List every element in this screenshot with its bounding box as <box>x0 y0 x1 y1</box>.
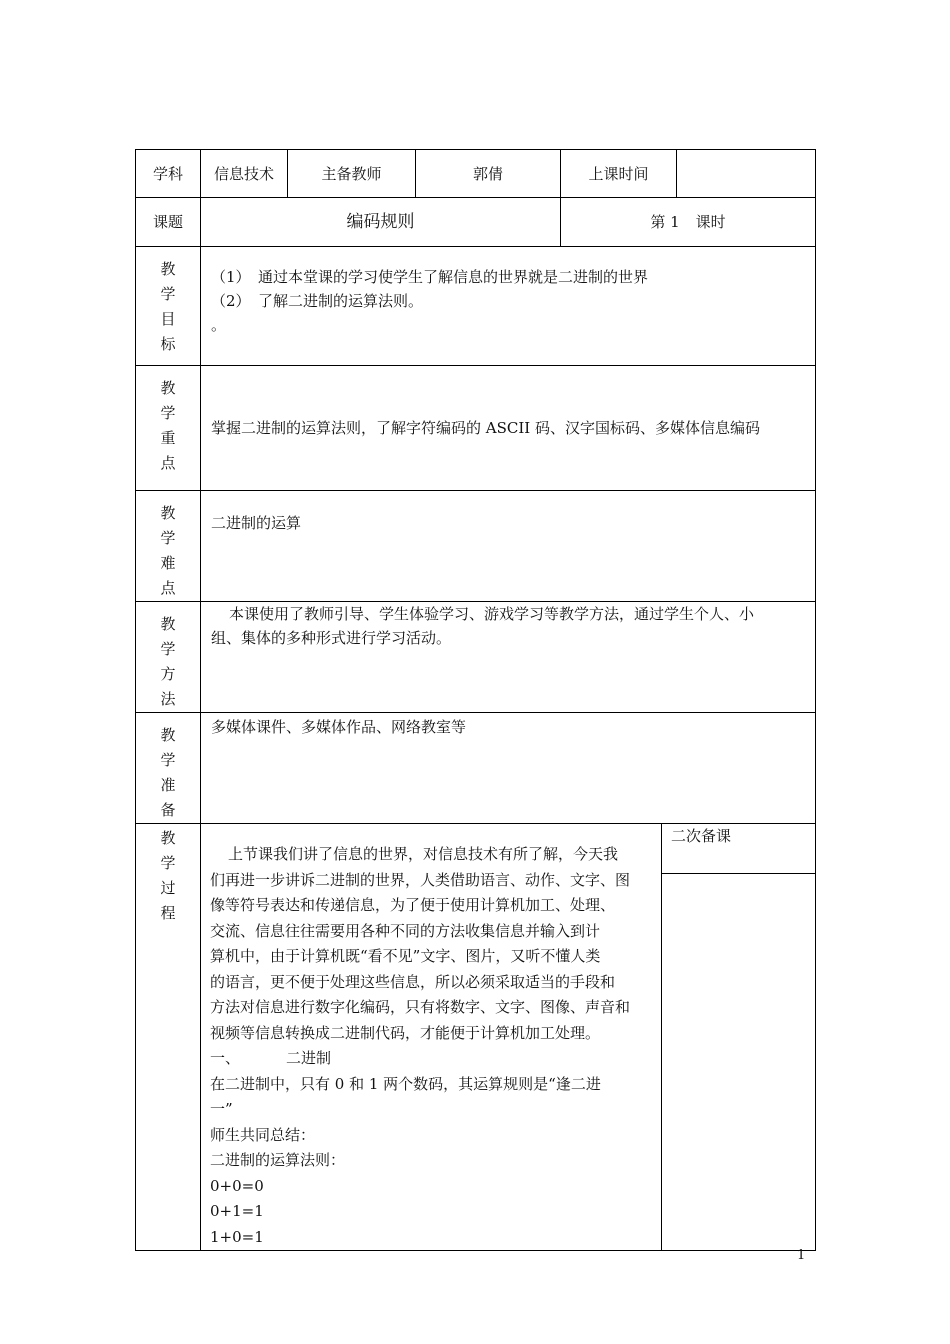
rule-line: 在二进制中，只有 0 和 1 两个数码，其运算规则是“逢二进 <box>210 1074 601 1093</box>
methods-label: 教 学 方 法 <box>136 602 201 713</box>
key-points-row <box>136 366 816 491</box>
topic-row <box>136 198 816 247</box>
rules-title: 二进制的运算法则： <box>210 1151 346 1169</box>
time-label: 上课时间 <box>561 150 677 198</box>
heading-text: 二进制 <box>286 1049 332 1067</box>
header-row <box>136 150 816 198</box>
process-line: 们再进一步讲诉二进制的世界，人类借助语言、动作、文字、图 <box>210 870 631 889</box>
section-heading <box>210 1046 655 1072</box>
process-label: 教 学 过 程 <box>136 824 201 1251</box>
goal-line: （1） 通过本堂课的学习使学生了解信息的世界就是二进制的世界 <box>211 268 649 286</box>
goal-line: 。 <box>211 316 227 334</box>
topic-title: 编码规则 <box>346 212 415 232</box>
process-row <box>136 824 816 874</box>
process-line: 算机中，由于计算机既“看不见”文字、图片，又听不懂人类 <box>210 947 601 965</box>
key-points-label: 教 学 重 点 <box>136 366 201 491</box>
process-line: 交流、信息往往需要用各种不同的方法收集信息并输入到计 <box>210 921 601 940</box>
process-line: 上节课我们讲了信息的世界，对信息技术有所了解，今天我 <box>228 845 619 863</box>
topic-label: 课题 <box>136 198 201 247</box>
equation: 0+0=0 <box>210 1176 264 1195</box>
period-prefix: 第 1 <box>650 213 680 231</box>
method-line: 组、集体的多种形式进行学习活动。 <box>211 629 452 647</box>
process-line: 方法对信息进行数字化编码，只有将数字、文字、图像、声音和 <box>210 998 631 1016</box>
period-cell <box>561 198 816 247</box>
difficulties-content: 二进制的运算 <box>201 491 816 602</box>
rule-line: 一” <box>210 1100 233 1118</box>
process-line: 的语言，更不便于处理这些信息，所以必须采取适当的手段和 <box>210 972 616 991</box>
preparation-label: 教 学 准 备 <box>136 713 201 824</box>
process-content <box>201 824 662 1251</box>
topic-value <box>201 198 561 247</box>
subject-value: 信息技术 <box>201 150 288 198</box>
time-value <box>677 150 816 198</box>
goals-content <box>201 247 816 366</box>
methods-row <box>136 602 816 713</box>
teacher-value: 郭倩 <box>416 150 561 198</box>
method-line: 本课使用了教师引导、学生体验学习、游戏学习等教学方法，通过学生个人、小 <box>229 605 755 623</box>
methods-content <box>201 602 816 713</box>
process-line: 视频等信息转换成二进制代码，才能便于计算机加工处理。 <box>210 1023 601 1042</box>
preparation-row <box>136 713 816 824</box>
process-line: 像等符号表达和传递信息，为了便于使用计算机加工、处理、 <box>210 896 616 914</box>
equation: 1+0=1 <box>210 1227 264 1246</box>
lesson-plan-table <box>135 149 816 1251</box>
period-suffix: 课时 <box>695 213 726 231</box>
goals-label: 教 学 目 标 <box>136 247 201 366</box>
page-number: 1 <box>797 1248 806 1263</box>
second-prep-content <box>662 874 816 1251</box>
difficulties-label: 教 学 难 点 <box>136 491 201 602</box>
goal-line: （2） 了解二进制的运算法则。 <box>211 292 424 310</box>
summary-line: 师生共同总结： <box>210 1125 316 1144</box>
goals-row <box>136 247 816 366</box>
preparation-content: 多媒体课件、多媒体作品、网络教室等 <box>201 713 816 824</box>
second-prep-label: 二次备课 <box>662 824 816 874</box>
teacher-label: 主备教师 <box>288 150 416 198</box>
key-points-content: 掌握二进制的运算法则，了解字符编码的 ASCII 码、汉字国标码、多媒体信息编码 <box>201 366 816 491</box>
subject-label: 学科 <box>136 150 201 198</box>
difficulties-row <box>136 491 816 602</box>
heading-number: 一、 <box>210 1049 241 1067</box>
equation: 0+1=1 <box>210 1202 264 1220</box>
